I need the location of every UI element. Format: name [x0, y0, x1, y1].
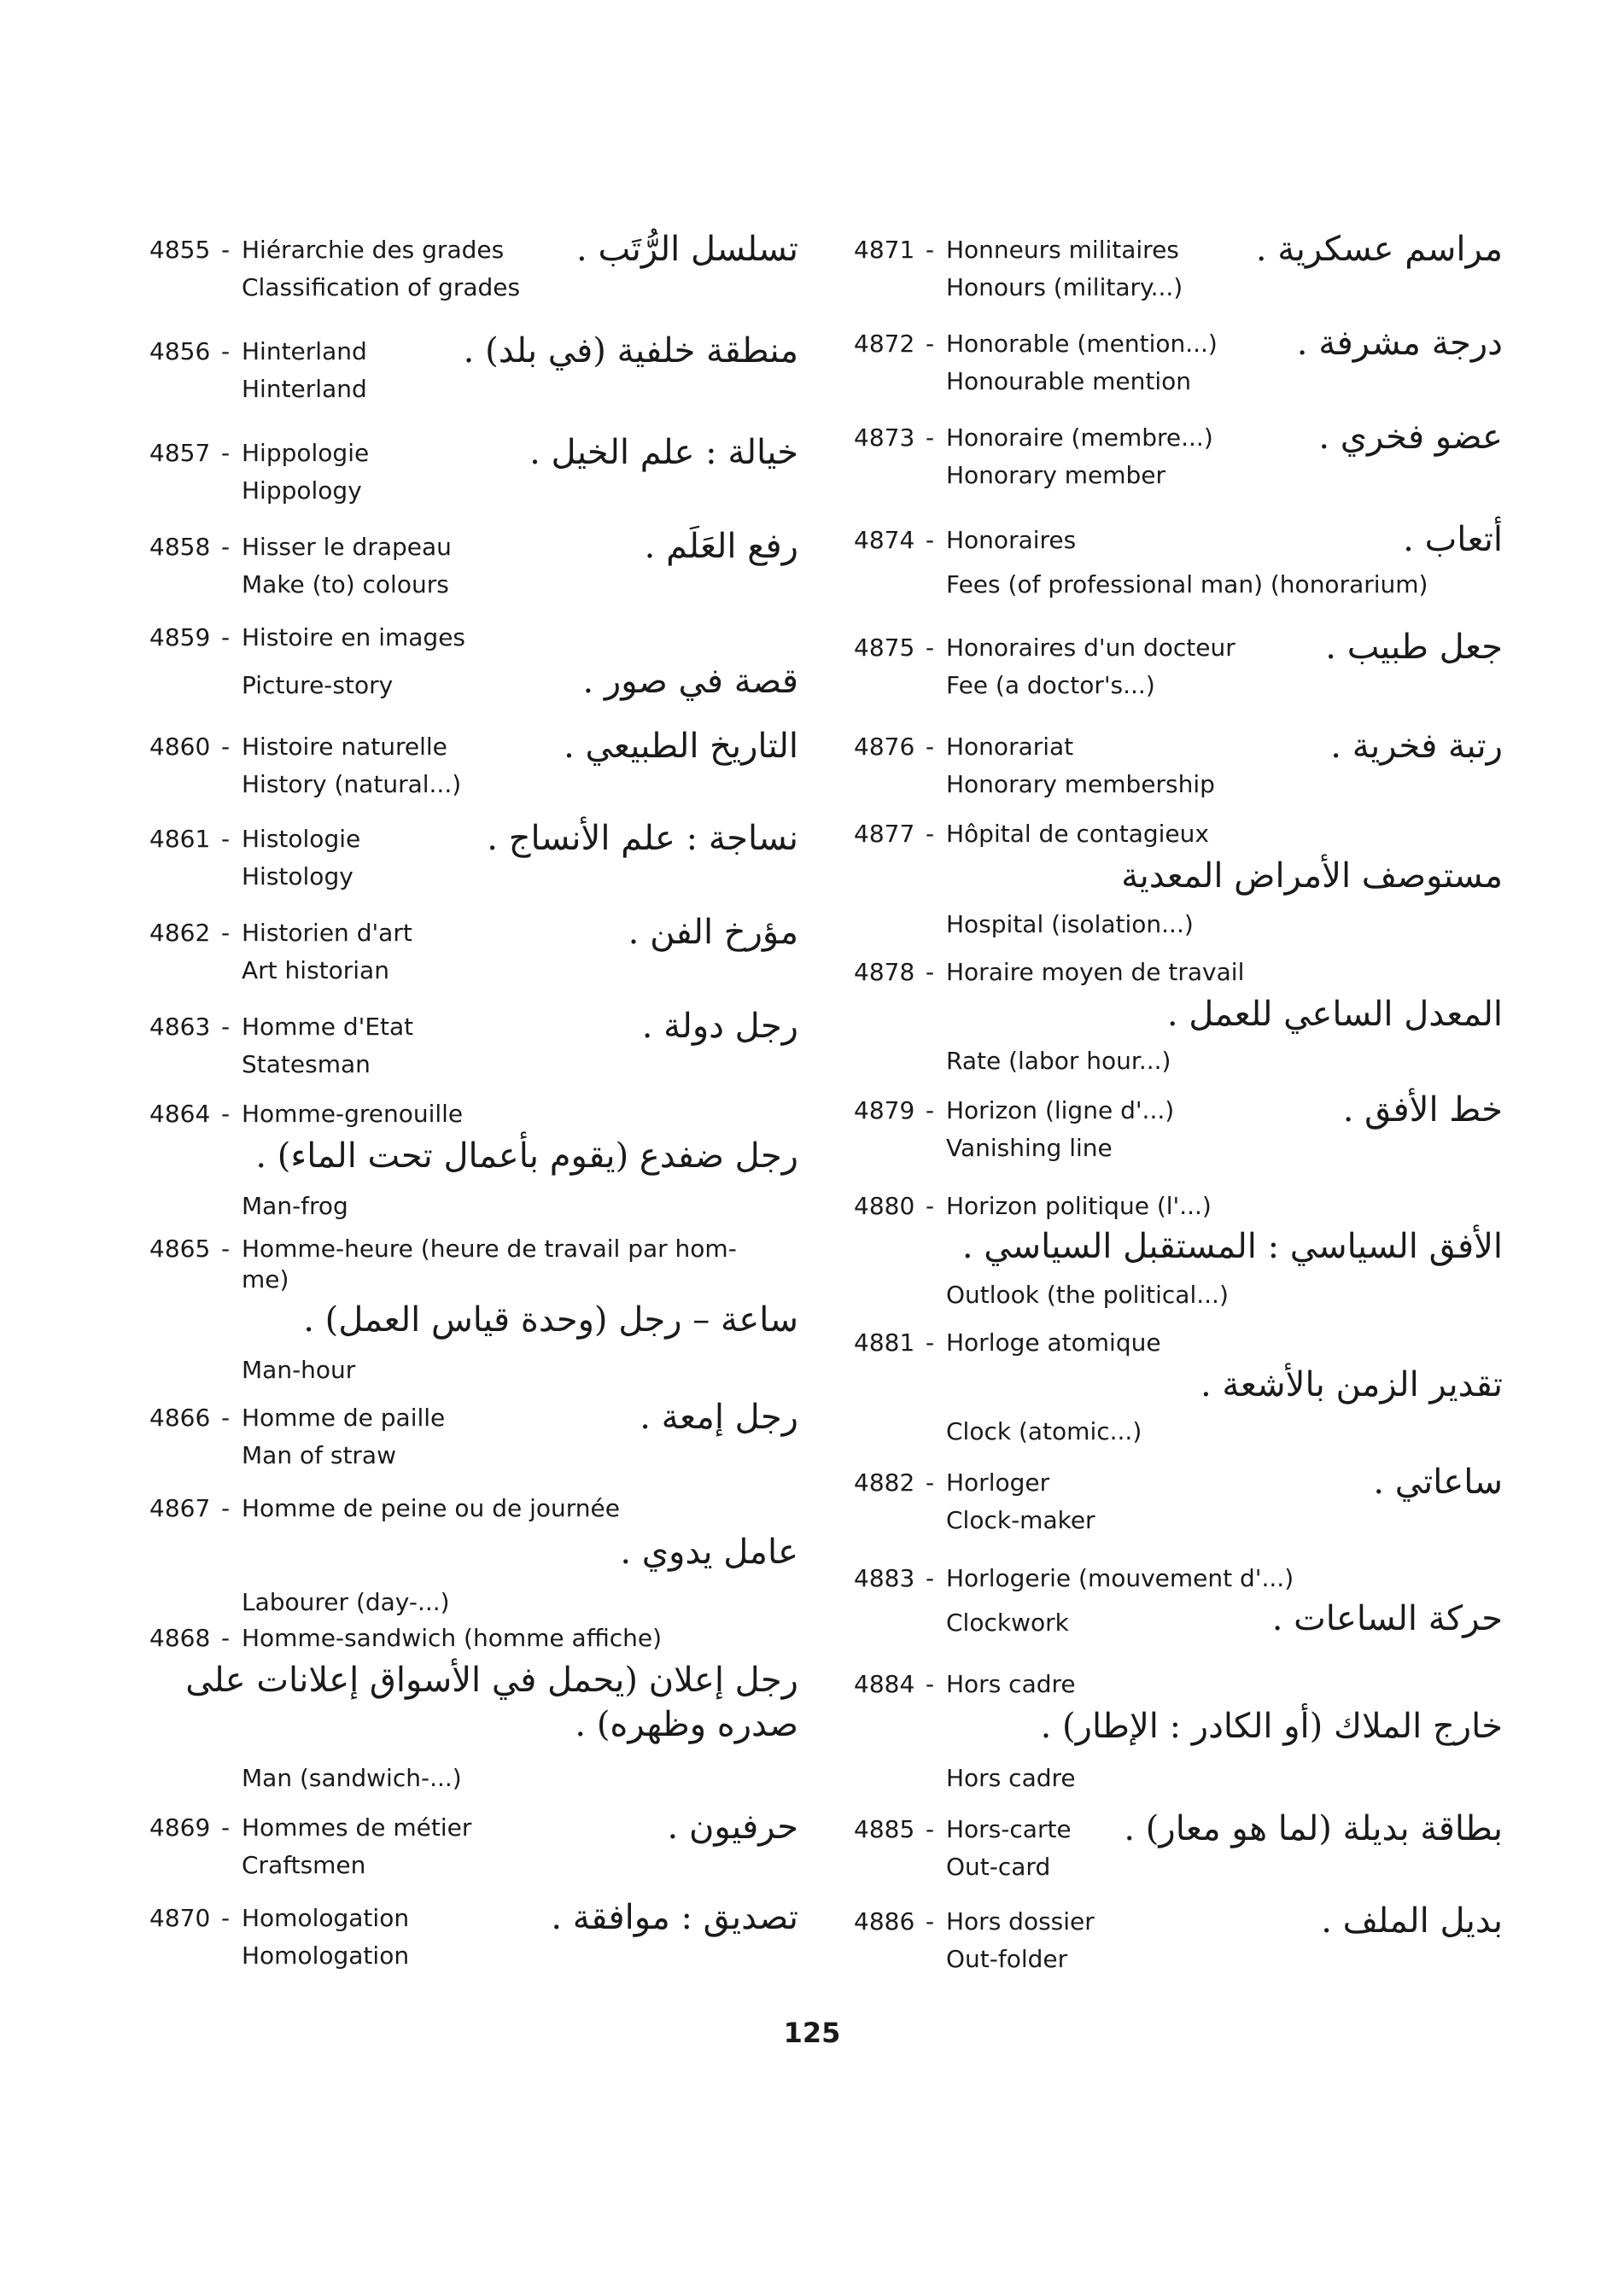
- entry-english: Fees (of professional man) (honorarium): [946, 570, 1428, 598]
- entry-number: 4862: [149, 919, 211, 947]
- entry-number: 4872: [854, 330, 915, 358]
- entry-english: Man-frog: [242, 1192, 348, 1220]
- entry-number: 4865: [149, 1235, 211, 1263]
- entry-headword: 4870 - Homologation: [149, 1902, 409, 1935]
- page-number: 125: [783, 2017, 841, 2049]
- entry-headword: 4885 - Hors-carte: [854, 1813, 1072, 1846]
- entry-number: 4880: [854, 1192, 915, 1220]
- entry-english: Homologation: [242, 1941, 410, 1970]
- entry-english: Make (to) colours: [242, 570, 449, 598]
- entry-arabic: منطقة خلفية (في بلد) .: [463, 331, 798, 371]
- entry-english: Classification of grades: [242, 273, 521, 301]
- entry-headword: 4872 - Honorable (mention...): [854, 328, 1218, 360]
- entry-arabic: درجة مشرفة .: [1296, 324, 1503, 363]
- entry-english: Art historian: [242, 956, 389, 984]
- entry-arabic: بطاقة بديلة (لما هو معار) .: [1124, 1809, 1503, 1848]
- entry-arabic: رجل دولة .: [641, 1007, 798, 1046]
- entry-arabic: رفع العَلَم .: [644, 527, 798, 566]
- entry-number: 4867: [149, 1494, 211, 1522]
- entry-headword: 4879 - Horizon (ligne d'...): [854, 1095, 1174, 1127]
- entry-headword: 4866 - Homme de paille: [149, 1402, 445, 1434]
- entry-arabic: نساجة : علم الأنساج .: [487, 819, 798, 858]
- entry-english: Histology: [242, 862, 353, 890]
- entry-arabic: رجل ضفدع (يقوم بأعمال تحت الماء) .: [255, 1136, 798, 1176]
- entry-arabic: التاريخ الطبيعي .: [564, 727, 798, 766]
- entry-english: Clock (atomic...): [946, 1417, 1142, 1445]
- entry-headword: 4876 - Honorariat: [854, 731, 1073, 763]
- entry-arabic: رجل إمعة .: [640, 1398, 798, 1437]
- entry-english: Hospital (isolation...): [946, 910, 1194, 938]
- entry-number: 4871: [854, 236, 915, 264]
- entry-english: Honorary member: [946, 461, 1166, 489]
- entry-english: Honours (military...): [946, 273, 1183, 301]
- entry-english: Out-card: [946, 1853, 1051, 1881]
- entry-english: Statesman: [242, 1050, 371, 1078]
- entry-headword: 4865 - Homme-heure (heure de travail par hom-: [149, 1233, 737, 1265]
- entry-headword: 4873 - Honoraire (membre...): [854, 422, 1213, 454]
- entry-headword-continued: me): [242, 1265, 289, 1293]
- entry-arabic: بديل الملف .: [1321, 1901, 1503, 1941]
- entry-english: Craftsmen: [242, 1851, 366, 1879]
- entry-headword: 4884 - Hors cadre: [854, 1668, 1076, 1701]
- entry-english: Hippology: [242, 476, 362, 505]
- entry-arabic: الأفق السياسي : المستقبل السياسي .: [961, 1227, 1503, 1266]
- entry-number: 4855: [149, 236, 211, 264]
- entry-english: Man of straw: [242, 1441, 396, 1469]
- entry-number: 4866: [149, 1404, 211, 1432]
- entry-headword: 4877 - Hôpital de contagieux: [854, 818, 1209, 850]
- entry-headword: 4862 - Historien d'art: [149, 917, 412, 949]
- entry-english: Labourer (day-...): [242, 1588, 450, 1616]
- entry-headword: 4871 - Honneurs militaires: [854, 234, 1179, 266]
- entry-english: Clockwork: [946, 1609, 1069, 1637]
- entry-english: Hinterland: [242, 375, 367, 403]
- entry-english: Honorary membership: [946, 770, 1215, 798]
- entry-headword: 4886 - Hors dossier: [854, 1906, 1095, 1938]
- entry-arabic: مراسم عسكرية .: [1255, 230, 1503, 269]
- entry-arabic: رتبة فخرية .: [1330, 727, 1503, 766]
- entry-number: 4882: [854, 1468, 915, 1497]
- entry-headword: 4856 - Hinterland: [149, 336, 367, 368]
- entry-headword: 4869 - Hommes de métier: [149, 1812, 471, 1844]
- entry-number: 4885: [854, 1815, 915, 1843]
- entry-headword: 4868 - Homme-sandwich (homme affiche): [149, 1622, 662, 1655]
- entry-english: Picture-story: [242, 671, 394, 699]
- entry-number: 4874: [854, 526, 915, 554]
- entry-arabic: تصديق : موافقة .: [551, 1898, 798, 1937]
- entry-arabic: أتعاب .: [1403, 520, 1503, 559]
- entry-english: Fee (a doctor's...): [946, 671, 1155, 699]
- entry-number: 4883: [854, 1564, 915, 1592]
- entry-arabic: عضو فخري .: [1318, 417, 1503, 457]
- entry-arabic: رجل إعلان (يحمل في الأسواق إعلانات على صدره وظهره) .: [185, 1661, 798, 1744]
- entry-headword: 4883 - Horlogerie (mouvement d'...): [854, 1562, 1294, 1595]
- entry-headword: 4861 - Histologie: [149, 823, 360, 855]
- entry-number: 4858: [149, 533, 211, 561]
- entry-arabic: خيالة : علم الخيل .: [529, 433, 798, 472]
- entry-arabic: ساعة – رجل (وحدة قياس العمل) .: [303, 1300, 798, 1340]
- entry-headword: 4858 - Hisser le drapeau: [149, 531, 452, 563]
- entry-number: 4857: [149, 439, 211, 467]
- entry-headword: 4874 - Honoraires: [854, 524, 1076, 557]
- entry-arabic: خارج الملاك (أو الكادر : الإطار) .: [1040, 1707, 1503, 1746]
- entry-arabic: جعل طبيب .: [1325, 628, 1503, 667]
- entry-number: 4873: [854, 423, 915, 452]
- entry-number: 4870: [149, 1904, 211, 1932]
- entry-number: 4879: [854, 1096, 915, 1124]
- entry-arabic: خط الأفق .: [1342, 1090, 1503, 1130]
- entry-number: 4860: [149, 733, 211, 761]
- entry-headword: 4882 - Horloger: [854, 1467, 1049, 1499]
- entry-arabic: تقدير الزمن بالأشعة .: [1200, 1365, 1503, 1404]
- entry-headword: 4880 - Horizon politique (l'...): [854, 1190, 1212, 1223]
- entry-headword: 4867 - Homme de peine ou de journée: [149, 1492, 620, 1525]
- entry-number: 4859: [149, 623, 211, 651]
- entry-arabic: قصة في صور .: [582, 662, 798, 701]
- entry-headword: 4878 - Horaire moyen de travail: [854, 956, 1244, 989]
- entry-headword: 4881 - Horloge atomique: [854, 1327, 1161, 1359]
- entry-arabic: مستوصف الأمراض المعدية: [1121, 856, 1503, 896]
- entry-headword: 4863 - Homme d'Etat: [149, 1011, 413, 1043]
- entry-headword: 4859 - Histoire en images: [149, 622, 465, 654]
- entry-english: Hors cadre: [946, 1764, 1076, 1792]
- entry-number: 4876: [854, 733, 915, 761]
- entry-english: History (natural...): [242, 770, 462, 798]
- entry-number: 4886: [854, 1907, 915, 1936]
- entry-number: 4878: [854, 958, 915, 986]
- entry-arabic: تسلسل الرُّتَب .: [576, 230, 798, 269]
- entry-number: 4864: [149, 1100, 211, 1128]
- entry-english: Man-hour: [242, 1356, 356, 1384]
- entry-arabic: مؤرخ الفن .: [628, 913, 798, 952]
- entry-number: 4869: [149, 1813, 211, 1842]
- entry-arabic: حرفيون .: [667, 1807, 798, 1847]
- entry-english: Outlook (the political...): [946, 1281, 1229, 1309]
- entry-headword: 4860 - Histoire naturelle: [149, 731, 447, 763]
- entry-number: 4881: [854, 1328, 915, 1357]
- entry-number: 4868: [149, 1624, 211, 1652]
- entry-arabic: حركة الساعات .: [1271, 1599, 1503, 1638]
- entry-english: Rate (labor hour...): [946, 1047, 1171, 1075]
- entry-english: Vanishing line: [946, 1134, 1113, 1162]
- entry-english: Honourable mention: [946, 367, 1192, 395]
- entry-headword: 4875 - Honoraires d'un docteur: [854, 632, 1236, 664]
- entry-english: Man (sandwich-...): [242, 1764, 462, 1792]
- entry-headword: 4864 - Homme-grenouille: [149, 1098, 463, 1130]
- entry-arabic: المعدل الساعي للعمل .: [1166, 995, 1503, 1034]
- entry-number: 4875: [854, 634, 915, 662]
- entry-headword: 4857 - Hippologie: [149, 437, 369, 470]
- entry-number: 4863: [149, 1013, 211, 1041]
- entry-number: 4884: [854, 1670, 915, 1698]
- entry-arabic: ساعاتي .: [1373, 1463, 1503, 1502]
- entry-number: 4856: [149, 337, 211, 365]
- entry-number: 4877: [854, 820, 915, 848]
- entry-english: Out-folder: [946, 1945, 1068, 1973]
- entry-number: 4861: [149, 825, 211, 853]
- entry-arabic: عامل يدوي .: [620, 1533, 798, 1572]
- entry-headword: 4855 - Hiérarchie des grades: [149, 234, 504, 266]
- entry-english: Clock-maker: [946, 1506, 1095, 1534]
